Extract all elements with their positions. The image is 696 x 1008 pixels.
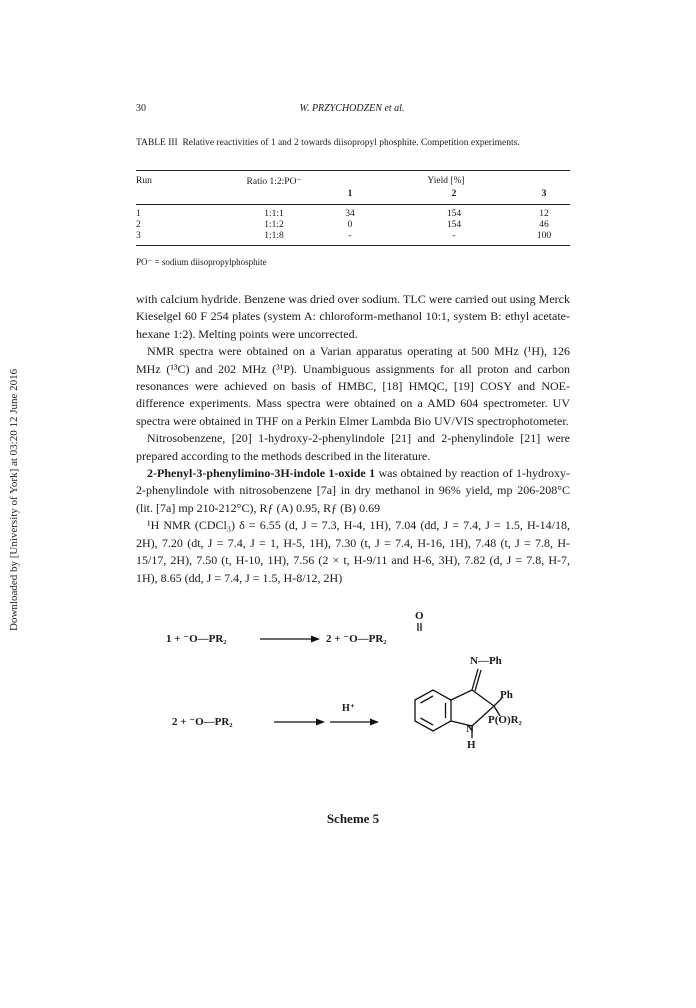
table-row bbox=[136, 209, 570, 220]
col-run-header: Run bbox=[136, 176, 152, 186]
cell-yield-3: 12 bbox=[539, 209, 549, 219]
col-yield-2: 2 bbox=[451, 189, 457, 199]
cell-ratio: 1:1:8 bbox=[264, 231, 284, 241]
col-yield-1: 1 bbox=[347, 189, 353, 199]
cell-yield-2: - bbox=[452, 231, 456, 241]
download-watermark: Downloaded by [University of York] at 03:20 12 June 2016 bbox=[8, 368, 20, 632]
table-header-row bbox=[136, 176, 570, 187]
indoline-structure bbox=[415, 669, 502, 738]
cell-ratio: 1:1:1 bbox=[264, 209, 284, 219]
table-subheader-row bbox=[136, 189, 570, 200]
paragraph: with calcium hydride. Benzene was dried over sodium. TLC were carried out using Merck Kieselgel 60 F 254 plates (system A: chloroform-methanol 10:1, system B: ethyl acetate-hexane 1:2). Melting points were uncorrected. bbox=[136, 292, 570, 341]
cell-yield-1: - bbox=[348, 231, 352, 241]
label-ph: Ph bbox=[500, 689, 513, 701]
running-author: W. PRZYCHODZEN et al. bbox=[299, 103, 405, 114]
acid-reagent: H⁺ bbox=[342, 703, 356, 714]
cell-yield-3: 100 bbox=[536, 231, 552, 241]
reaction-2-reactants: 2 + ⁻O—PR₂ bbox=[172, 716, 233, 728]
col-yield-header: Yield [%] bbox=[427, 176, 465, 186]
table-row bbox=[136, 231, 570, 242]
cell-yield-2: 154 bbox=[446, 209, 462, 219]
table-footnote: PO⁻ = sodium diisopropylphosphite bbox=[136, 257, 267, 267]
reaction-arrow-2-head bbox=[316, 719, 325, 726]
table-caption-label: TABLE III bbox=[136, 138, 178, 148]
cell-yield-3: 46 bbox=[539, 220, 549, 230]
table-row bbox=[136, 220, 570, 231]
cell-run: 1 bbox=[136, 209, 141, 219]
reaction-arrow-1-head bbox=[311, 636, 320, 643]
col-yield-3: 3 bbox=[541, 189, 547, 199]
cell-yield-2: 154 bbox=[446, 220, 462, 230]
reaction-1-reactants: 1 + ⁻O—PR₂ bbox=[166, 633, 227, 645]
table-iii bbox=[136, 170, 570, 246]
benzene-inner-bonds bbox=[421, 696, 446, 725]
cell-yield-1: 34 bbox=[345, 209, 355, 219]
label-p-o-r2: P(O)R₂ bbox=[488, 714, 522, 726]
label-h: H bbox=[467, 739, 476, 751]
phosphoryl-oxygen: O bbox=[415, 610, 424, 622]
reaction-scheme bbox=[136, 610, 570, 810]
paragraph: NMR spectra were obtained on a Varian apparatus operating at 500 MHz (¹H), 126 MHz (¹³C) and 202 MHz (³¹P). Unambiguous assignments for all proton and carbon resonances were achieved on basis of HMBC, [18] HMQC, [19] COSY and NOE-difference experiments. Mass spectra were obtained on a AMD 604 spectrometer. UV spectra were obtained in THF on a Perkin Elmer Lambda Bio UV/VIS spectrophotometer. bbox=[136, 344, 570, 428]
cell-yield-1: 0 bbox=[347, 220, 353, 230]
col-ratio-header: Ratio 1:2:PO⁻ bbox=[246, 177, 302, 187]
body-text bbox=[136, 291, 570, 587]
cell-run: 2 bbox=[136, 220, 141, 230]
label-n: N bbox=[466, 723, 474, 735]
table-caption-text: Relative reactivities of 1 and 2 towards diisopropyl phosphite. Competition experiments. bbox=[182, 138, 520, 148]
c-n-double-bond bbox=[475, 670, 481, 691]
table-caption bbox=[136, 137, 570, 149]
cell-run: 3 bbox=[136, 231, 141, 241]
table-top-rule bbox=[136, 170, 570, 171]
reaction-1-products: 2 + ⁻O—PR₂ bbox=[326, 633, 387, 645]
reaction-arrow-3-head bbox=[370, 719, 379, 726]
cell-ratio: 1:1:2 bbox=[264, 220, 284, 230]
nmr-data: ¹H NMR (CDCl₃) δ = 6.55 (d, J = 7.3, H-4, 1H), 7.04 (dd, J = 7.4, J = 1.5, H-14/18, 2H), 7.20 (dt, J = 7.4, J = 1, H-5, 1H), 7.30 (t, J = 7.4, H-16, 1H), 7.48 (t, J = 7.8, H-15/17, 2H), 7.50 (t, H-10, 1H), 7.56 (2 × t, H-9/11 and H-6, 3H), 7.82 (d, J = 7.8, H-7, 1H), 8.65 (dd, J = 7.4, J = 1.5, H-8/12, 2H) bbox=[136, 518, 570, 585]
scheme-caption: Scheme 5 bbox=[326, 811, 380, 826]
c-n-bond bbox=[472, 669, 478, 690]
paragraph bbox=[136, 465, 570, 517]
paragraph: Nitrosobenzene, [20] 1-hydroxy-2-phenylindole [21] and 2-phenylindole [21] were prepared according to the methods described in the literature. bbox=[136, 431, 570, 463]
compound-description: was obtained by reaction of 1-hydroxy-2-phenylindole with nitrosobenzene [7a] in dry methanol in 96% yield, mp 206-208°C (lit. [7a] mp 210-212°C), Rƒ (A) 0.95, Rƒ (B) 0.69 bbox=[136, 466, 571, 515]
table-bottom-rule bbox=[136, 245, 570, 246]
label-n-ph: N—Ph bbox=[470, 655, 502, 667]
page-number: 30 bbox=[136, 103, 146, 114]
compound-name: 2-Phenyl-3-phenylimino-3H-indole 1-oxide 1 bbox=[147, 466, 376, 481]
